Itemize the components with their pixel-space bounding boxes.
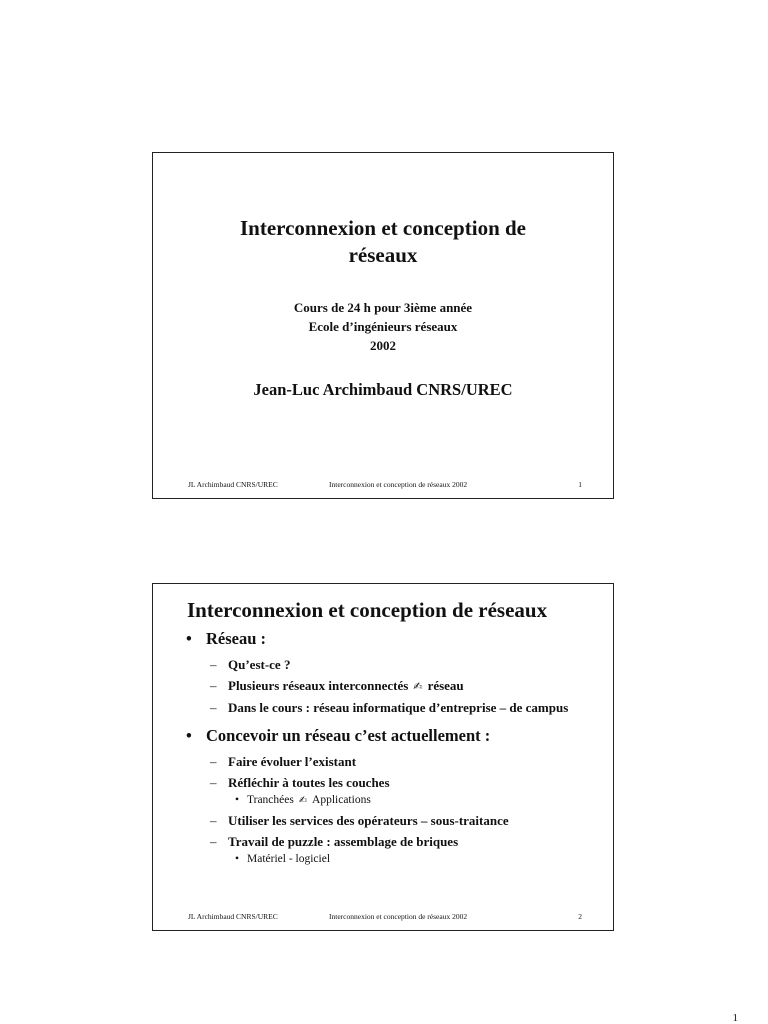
list-item-text: Faire évoluer l’existant <box>228 754 357 769</box>
slide-2 <box>152 583 614 931</box>
dash-marker: – <box>210 775 217 790</box>
slide-2-title: Interconnexion et conception de réseaux <box>187 598 548 622</box>
bullet-concevoir <box>186 725 596 747</box>
writing-hand-icon: ✍ <box>413 680 423 693</box>
dash-marker: – <box>210 813 217 828</box>
list-item-text: Utiliser les services des opérateurs – sous-traitance <box>228 813 509 828</box>
list-item <box>186 677 596 695</box>
footer-course-title: Interconnexion et conception de réseaux 2002 <box>329 480 468 489</box>
footer-slide-number: 1 <box>578 480 582 489</box>
list-item-text: Qu’est-ce ? <box>228 657 291 672</box>
list-item <box>186 774 596 791</box>
dash-marker: – <box>210 657 217 672</box>
sub-list-item <box>186 852 596 867</box>
footer-author: JL Archimbaud CNRS/UREC <box>188 912 278 921</box>
bullet-marker: • <box>186 629 192 648</box>
dash-marker: – <box>210 700 217 715</box>
subtitle-line-2: Ecole d’ingénieurs réseaux <box>308 319 458 334</box>
list-item <box>186 833 596 850</box>
list-item <box>186 812 596 829</box>
footer-slide-number: 2 <box>578 912 582 921</box>
bullet-text: Concevoir un réseau c’est actuellement : <box>206 726 491 745</box>
footer-course-title: Interconnexion et conception de réseaux 2002 <box>329 912 468 921</box>
list-item-text: Travail de puzzle : assemblage de briques <box>228 834 459 849</box>
footer-author: JL Archimbaud CNRS/UREC <box>188 480 278 489</box>
slide-1-author: Jean-Luc Archimbaud CNRS/UREC <box>253 380 513 399</box>
slide-2-body <box>186 628 596 867</box>
slide-1-footer <box>153 479 613 491</box>
bullet-marker: • <box>235 853 240 865</box>
list-item <box>186 699 596 716</box>
dash-marker: – <box>210 834 217 849</box>
sub-list-item-text: Matériel - logiciel <box>247 853 331 865</box>
slide-1-title <box>153 215 613 269</box>
list-item-text: Dans le cours : réseau informatique d’entreprise – de campus <box>228 700 569 715</box>
bullet-marker: • <box>235 794 240 806</box>
slide-1 <box>152 152 614 499</box>
list-item <box>186 656 596 673</box>
bullet-reseau <box>186 628 596 650</box>
list-item-text: Plusieurs réseaux interconnectés <box>228 678 409 693</box>
sub-list-item <box>186 793 596 808</box>
page-number: 1 <box>732 1012 738 1024</box>
sub-list-item-text: Applications <box>312 794 371 806</box>
title-line-2: réseaux <box>348 243 418 267</box>
slide-1-subtitle <box>153 298 613 355</box>
subtitle-line-3: 2002 <box>370 338 396 353</box>
writing-hand-icon: ✍ <box>298 795 308 806</box>
list-item-text: Réfléchir à toutes les couches <box>228 775 390 790</box>
list-item <box>186 753 596 770</box>
slide-2-footer <box>153 911 613 923</box>
sub-list-item-text: Tranchées <box>247 794 294 806</box>
dash-marker: – <box>210 678 217 693</box>
dash-marker: – <box>210 754 217 769</box>
bullet-marker: • <box>186 726 192 745</box>
bullet-text: Réseau : <box>206 629 267 648</box>
subtitle-line-1: Cours de 24 h pour 3ième année <box>293 300 473 315</box>
title-line-1: Interconnexion et conception de <box>239 216 526 240</box>
list-item-text: réseau <box>427 678 464 693</box>
